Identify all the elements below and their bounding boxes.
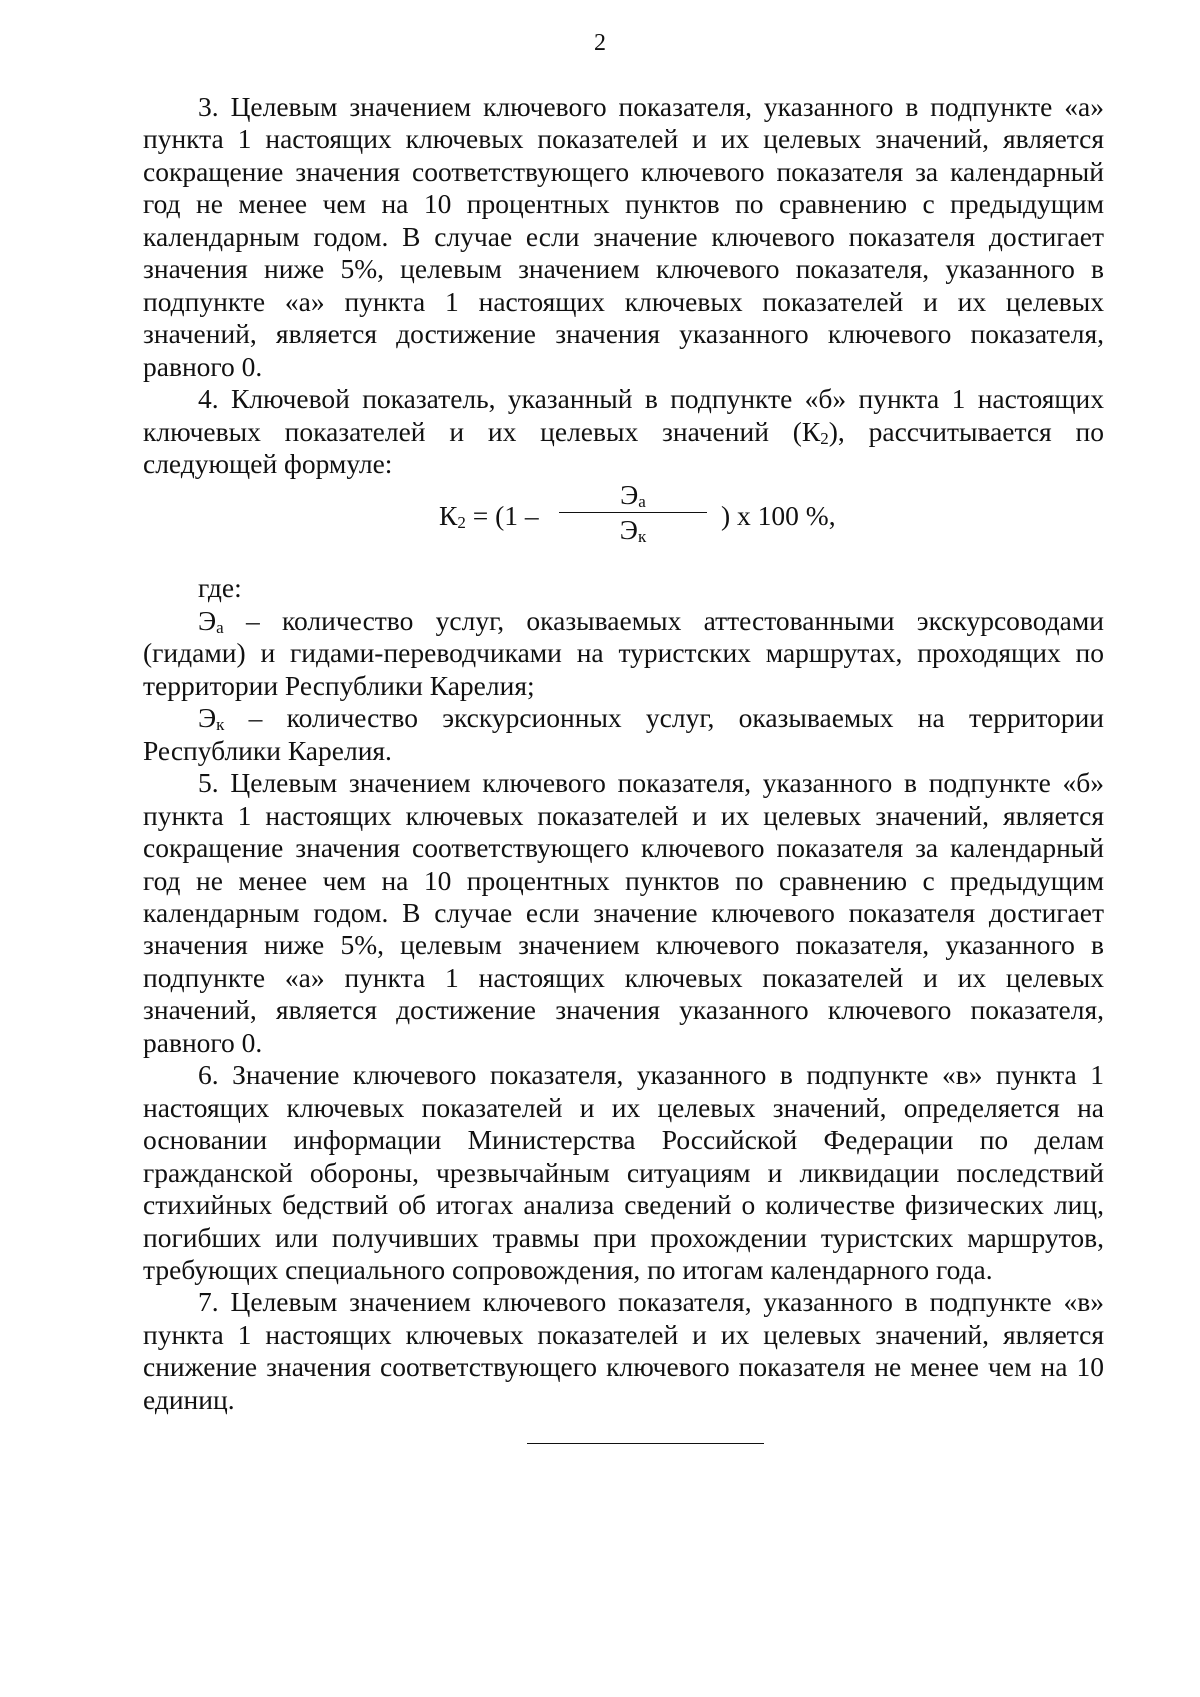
ea-definition-text: – количество услуг, оказываемых аттестованными экскурсоводами (гидами) и гидами-переводчиками на туристских маршрутах, проходящих по территории Республики Карелия; <box>143 604 1104 701</box>
numerator-symbol: Э <box>620 479 639 511</box>
where-label: где: <box>198 572 242 604</box>
formula-lhs <box>439 500 539 532</box>
formula-denominator <box>553 515 713 545</box>
page-number: 2 <box>594 30 606 56</box>
paragraph-4 <box>143 383 1104 480</box>
formula-lhs-rest: = (1 – <box>465 500 539 532</box>
formula-numerator <box>553 480 713 510</box>
ek-symbol: Э <box>198 702 217 734</box>
formula-k-subscript: 2 <box>457 513 466 533</box>
ea-symbol: Э <box>198 604 217 636</box>
formula-fraction <box>553 480 713 545</box>
ek-definition-text: – количество экскурсионных услуг, оказываемых на территории Республики Карелия. <box>143 702 1104 766</box>
denominator-subscript: к <box>637 527 647 547</box>
formula-k2 <box>143 480 1104 572</box>
definition-ea <box>143 605 1104 702</box>
paragraph-6: 6. Значение ключевого показателя, указанного в подпункте «в» пункта 1 настоящих ключевых показателей и их целевых значений, определяется на основании информации Министерства Российской Федерации по делам гражданской обороны, чрезвычайным ситуациям и ликвидации последствий стихийных бедствий об итогах анализа сведений о количестве физических лиц, погибших или получивших травмы при прохождении туристских маршрутов, требующих специального сопровождения, по итогам календарного года. <box>143 1059 1104 1285</box>
numerator-subscript: а <box>638 492 646 512</box>
ea-subscript: а <box>216 617 224 637</box>
paragraph-4-text-a: 4. Ключевой показатель, указанный в подпункте «б» пункта 1 настоящих ключевых показателей и их целевых значений (К <box>143 383 1104 447</box>
formula-k-symbol: К <box>439 500 458 532</box>
formula-rhs: ) х 100 %, <box>721 500 836 532</box>
paragraph-4-text-b: ), рассчитывается по следующей формуле: <box>143 415 1104 479</box>
paragraph-3: 3. Целевым значением ключевого показателя, указанного в подпункте «а» пункта 1 настоящих ключевых показателей и их целевых значений, является сокращение значения соответствующего ключевого показателя за календарный год не менее чем на 10 процентных пунктов по сравнению с предыдущим календарным годом. В случае если значение ключевого показателя достигает значения ниже 5%, целевым значением ключевого показателя, указанного в подпункте «а» пункта 1 настоящих ключевых показателей и их целевых значений, является достижение значения указанного ключевого показателя, равного 0. <box>143 91 1104 382</box>
definition-ek <box>143 702 1104 767</box>
closing-separator-line <box>527 1443 764 1444</box>
paragraph-4-subscript: 2 <box>820 428 829 448</box>
ek-subscript: к <box>216 715 225 735</box>
document-body <box>143 91 1104 1416</box>
fraction-bar <box>559 512 707 513</box>
paragraph-5: 5. Целевым значением ключевого показателя, указанного в подпункте «б» пункта 1 настоящих ключевых показателей и их целевых значений, является сокращение значения соответствующего ключевого показателя за календарный год не менее чем на 10 процентных пунктов по сравнению с предыдущим календарным годом. В случае если значение ключевого показателя достигает значения ниже 5%, целевым значением ключевого показателя, указанного в подпункте «а» пункта 1 настоящих ключевых показателей и их целевых значений, является достижение значения указанного ключевого показателя, равного 0. <box>143 767 1104 1058</box>
paragraph-7: 7. Целевым значением ключевого показателя, указанного в подпункте «в» пункта 1 настоящих ключевых показателей и их целевых значений, является снижение значения соответствующего ключевого показателя не менее чем на 10 единиц. <box>143 1286 1104 1415</box>
denominator-symbol: Э <box>619 514 638 546</box>
